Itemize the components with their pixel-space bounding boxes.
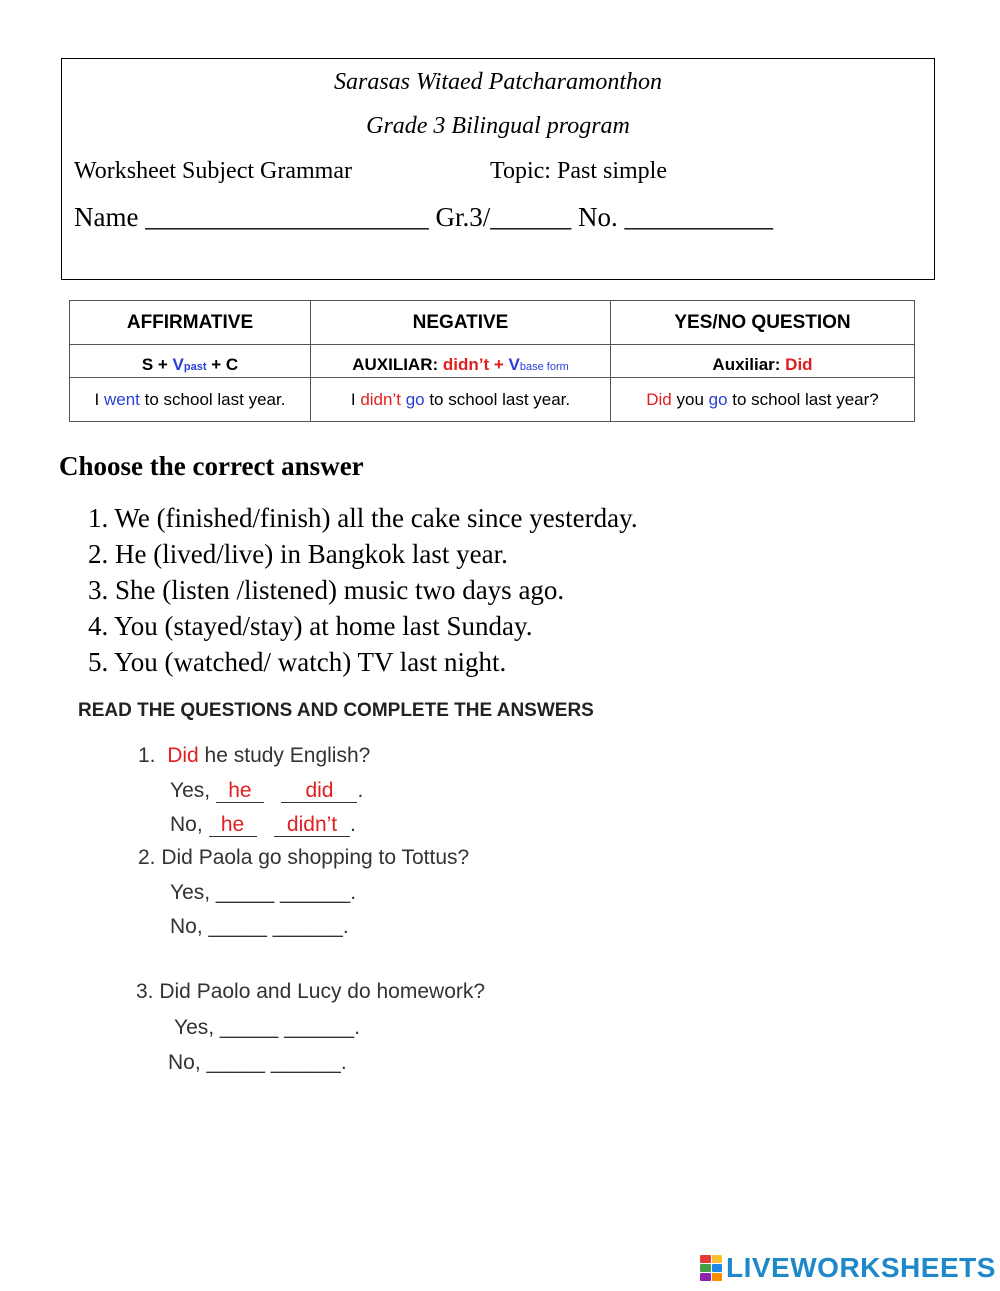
affirmative-example (70, 378, 311, 422)
affirmative-rule-verb: V (172, 355, 184, 374)
liveworksheets-logo-icon (700, 1255, 722, 1281)
question-rule-label: Auxiliar: (712, 355, 786, 374)
logo-square (712, 1273, 723, 1281)
choose-list (88, 500, 638, 680)
question-3-yes-answer[interactable]: Yes, _____ ______. (174, 1016, 361, 1039)
grammar-table-header-row (70, 301, 915, 345)
negative-rule-aux: didn’t + (442, 355, 509, 374)
header-negative: NEGATIVE (311, 301, 611, 345)
answer-aux: did (305, 779, 334, 802)
question-1 (138, 744, 370, 768)
header-affirmative: AFFIRMATIVE (70, 301, 311, 345)
question-example-post: to school last year? (727, 389, 879, 409)
question-example (611, 378, 915, 422)
choose-item: 1. We (finished/finish) all the cake since yesterday. (88, 503, 638, 533)
student-info-line: Name _____________________ Gr.3/______ No. ___________ (74, 202, 773, 232)
choose-item: 2. He (lived/live) in Bangkok last year. (88, 539, 508, 569)
worksheet-header (61, 58, 935, 280)
question-1-no-answer (170, 813, 356, 837)
program-name: Grade 3 Bilingual program (366, 113, 630, 139)
affirmative-example-pre: I (94, 389, 104, 409)
choose-item: 4. You (stayed/stay) at home last Sunday. (88, 611, 533, 641)
question-rule (611, 345, 915, 378)
question-example-aux: Did (646, 389, 672, 409)
no-label: No, (170, 813, 209, 836)
negative-rule-sub: base form (519, 361, 569, 373)
worksheet-subject: Worksheet Subject Grammar (74, 158, 352, 184)
answer-blank[interactable] (274, 814, 350, 837)
negative-example-verb: go (405, 389, 425, 409)
grammar-example-row (70, 378, 915, 422)
negative-example-post: to school last year. (424, 389, 571, 409)
negative-rule (311, 345, 611, 378)
grammar-rule-row (70, 345, 915, 378)
question-rule-aux: Did (785, 355, 813, 374)
answer-blank[interactable] (281, 780, 357, 803)
answer-period: . (350, 813, 356, 836)
question-2-no-answer[interactable]: No, _____ ______. (170, 915, 349, 938)
choose-item: 3. She (listen /listened) music two days ago. (88, 575, 565, 605)
header-question: YES/NO QUESTION (611, 301, 915, 345)
negative-example-pre: I (350, 389, 361, 409)
answer-period: . (357, 779, 364, 802)
liveworksheets-logo-text: LIVEWORKSHEETS (726, 1252, 996, 1283)
negative-example-aux: didn’t (360, 389, 401, 409)
question-3: 3. Did Paolo and Lucy do homework? (136, 980, 486, 1003)
choose-section-title: Choose the correct answer (59, 451, 364, 481)
yes-label: Yes, (170, 779, 216, 802)
question-2-yes-answer[interactable]: Yes, _____ ______. (170, 881, 357, 904)
negative-example (311, 378, 611, 422)
answer-blank[interactable] (209, 814, 257, 837)
worksheet-topic: Topic: Past simple (490, 158, 667, 184)
choose-item: 5. You (watched/ watch) TV last night. (88, 647, 507, 677)
answer-pronoun: he (220, 813, 245, 836)
affirmative-rule-sub: past (183, 361, 207, 373)
affirmative-rule-suffix: + C (206, 355, 239, 374)
read-section-title: READ THE QUESTIONS AND COMPLETE THE ANSWERS (78, 700, 594, 721)
negative-rule-verb: V (508, 355, 520, 374)
question-example-mid: you (671, 389, 709, 409)
grammar-table (69, 300, 915, 422)
question-2: 2. Did Paola go shopping to Tottus? (138, 846, 470, 869)
affirmative-rule (70, 345, 311, 378)
question-1-text: he study English? (198, 744, 371, 767)
logo-square (700, 1255, 711, 1263)
affirmative-example-verb: went (104, 389, 140, 409)
question-1-number: 1. (138, 744, 156, 767)
logo-square (700, 1264, 711, 1272)
school-name: Sarasas Witaed Patcharamonthon (334, 69, 662, 95)
question-3-no-answer[interactable]: No, _____ ______. (168, 1051, 347, 1074)
logo-square (712, 1264, 723, 1272)
question-1-aux: Did (167, 744, 199, 767)
liveworksheets-logo (700, 1253, 996, 1283)
affirmative-example-post: to school last year. (139, 389, 286, 409)
logo-square (712, 1255, 723, 1263)
question-1-yes-answer (170, 779, 363, 803)
answer-aux: didn’t (286, 813, 338, 836)
logo-square (700, 1273, 711, 1281)
negative-rule-label: AUXILIAR: (352, 355, 443, 374)
question-example-verb: go (708, 389, 728, 409)
affirmative-rule-prefix: S + (141, 355, 173, 374)
answer-blank[interactable] (216, 780, 264, 803)
answer-pronoun: he (228, 779, 252, 802)
